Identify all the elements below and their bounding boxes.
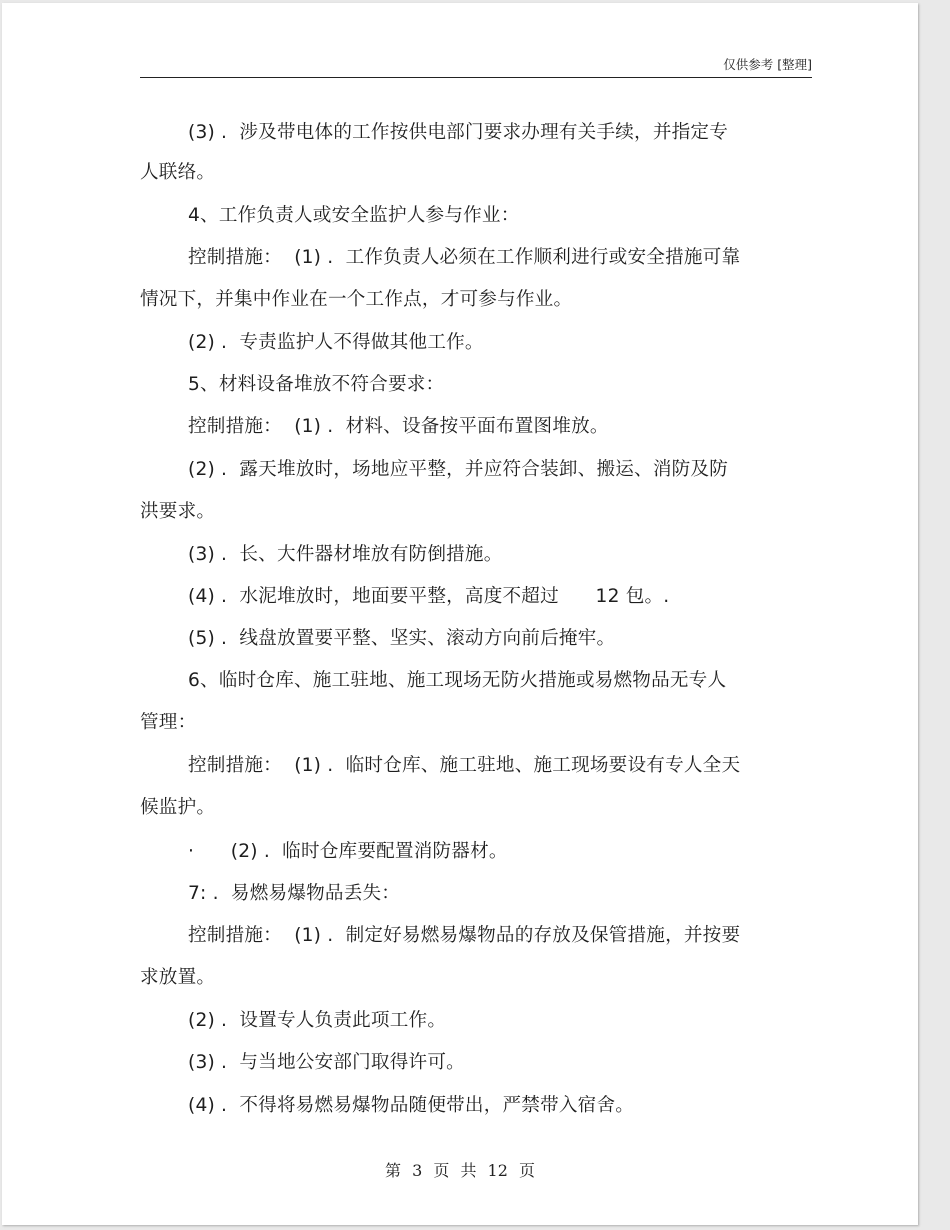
- paragraph-line: (3) . 涉及带电体的工作按供电部门要求办理有关手续，并指定专: [188, 122, 729, 143]
- paragraph-line: 7: . 易燃易爆物品丢失：: [188, 883, 401, 904]
- paragraph-line: 控制措施： (1) . 工作负责人必须在工作顺利进行或安全措施可靠: [188, 247, 741, 268]
- paragraph-line: 控制措施： (1) . 材料、设备按平面布置图堆放。: [188, 416, 609, 437]
- paragraph-line: (4) . 不得将易燃易爆物品随便带出，严禁带入宿舍。: [188, 1095, 635, 1116]
- paragraph-line: 5、材料设备堆放不符合要求：: [188, 374, 445, 395]
- paragraph-line: 求放置。: [140, 967, 216, 988]
- page-header: 仅供参考 [整理]: [723, 57, 812, 72]
- paragraph-line: 控制措施： (1) . 临时仓库、施工驻地、施工现场要设有专人全天: [188, 755, 741, 776]
- header-divider: [140, 77, 812, 78]
- page-footer: 第 3 页 共 12 页: [385, 1161, 535, 1180]
- document-page: [2, 3, 918, 1225]
- paragraph-line: (3) . 与当地公安部门取得许可。: [188, 1052, 465, 1073]
- paragraph-line: 情况下，并集中作业在一个工作点，才可参与作业。: [140, 289, 573, 310]
- paragraph-line: 人联络。: [140, 162, 216, 183]
- paragraph-line: 候监护。: [140, 797, 216, 818]
- paragraph-line: · (2) . 临时仓库要配置消防器材。: [188, 841, 508, 862]
- paragraph-line: (4) . 水泥堆放时，地面要平整，高度不超过 12 包。.: [188, 586, 670, 607]
- paragraph-line: 控制措施： (1) . 制定好易燃易爆物品的存放及保管措施，并按要: [188, 925, 741, 946]
- paragraph-line: 管理：: [140, 712, 197, 733]
- paragraph-line: 洪要求。: [140, 501, 216, 522]
- paragraph-line: (2) . 专责监护人不得做其他工作。: [188, 332, 484, 353]
- paragraph-line: (2) . 露天堆放时，场地应平整，并应符合装卸、搬运、消防及防: [188, 459, 729, 480]
- paragraph-line: 6、临时仓库、施工驻地、施工现场无防火措施或易燃物品无专人: [188, 670, 727, 691]
- paragraph-line: (2) . 设置专人负责此项工作。: [188, 1010, 447, 1031]
- paragraph-line: (3) . 长、大件器材堆放有防倒措施。: [188, 544, 503, 565]
- paragraph-line: (5) . 线盘放置要平整、坚实、滚动方向前后掩牢。: [188, 628, 616, 649]
- paragraph-line: 4、工作负责人或安全监护人参与作业：: [188, 205, 520, 226]
